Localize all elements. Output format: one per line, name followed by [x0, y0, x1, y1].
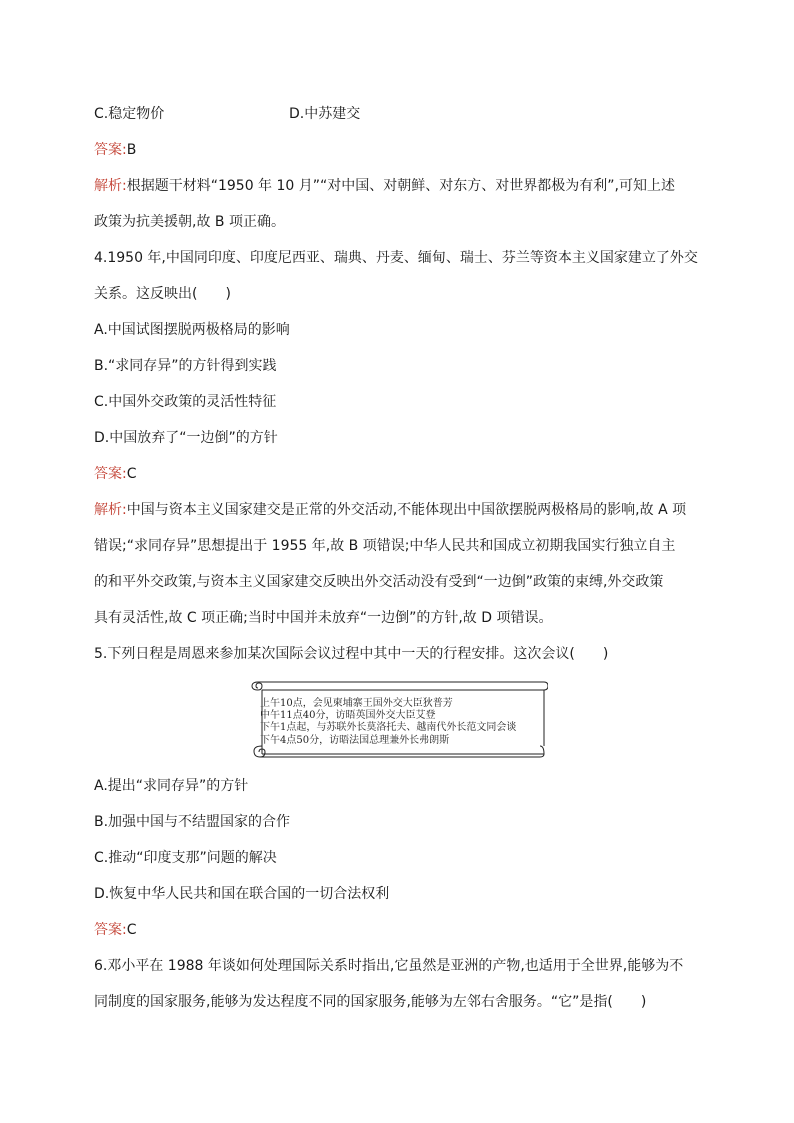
q4-analysis-line-1: 解析:中国与资本主义国家建交是正常的外交活动,不能体现出中国欲摆脱两极格局的影响,故 A 项 — [94, 502, 687, 518]
q3-option-c: C.稳定物价 — [94, 106, 165, 122]
q4-stem-line-1: 4.1950 年,中国同印度、印度尼西亚、瑞典、丹麦、缅甸、瑞士、芬兰等资本主义国家建立了外交 — [94, 250, 698, 266]
q3-option-d: D.中苏建交 — [289, 106, 361, 122]
schedule-item-4: 下午4点50分，访晤法国总理兼外长弗朗斯 — [260, 734, 450, 746]
q4-answer: 答案:C — [94, 466, 137, 482]
q5-option-c: C.推动“印度支那”问题的解决 — [94, 850, 277, 866]
schedule-item-3: 下午1点起，与苏联外长莫洛托夫、越南代外长范文同会谈 — [260, 722, 517, 734]
q4-option-a: A.中国试图摆脱两极格局的影响 — [94, 322, 290, 338]
schedule-text — [260, 698, 545, 747]
q5-option-b: B.加强中国与不结盟国家的合作 — [94, 814, 291, 830]
q5-stem: 5.下列日程是周恩来参加某次国际会议过程中其中一天的行程安排。这次会议( ) — [94, 646, 609, 662]
q5-option-a: A.提出“求同存异”的方针 — [94, 778, 249, 794]
q3-analysis-line-1: 解析:根据题干材料“1950 年 10 月”“对中国、对朝鲜、对东方、对世界都极为有利”,可知上述 — [94, 178, 675, 194]
q4-option-b: B.“求同存异”的方针得到实践 — [94, 358, 277, 374]
q6-stem-line-2: 同制度的国家服务,能够为发达程度不同的国家服务,能够为左邻右舍服务。“它”是指( ) — [94, 994, 647, 1010]
q6-stem-line-1: 6.邓小平在 1988 年谈如何处理国际关系时指出,它虽然是亚洲的产物,也适用于全世界,能够为不 — [94, 958, 684, 974]
schedule-scroll-figure — [250, 676, 548, 760]
schedule-item-1: 上午10点，会见柬埔寨王国外交大臣狄普芳 — [260, 698, 453, 709]
q4-stem-line-2: 关系。这反映出( ) — [94, 286, 231, 302]
q3-options-row — [94, 104, 361, 124]
q3-analysis-line-2: 政策为抗美援朝,故 B 项正确。 — [94, 214, 285, 230]
q3-answer: 答案:B — [94, 142, 137, 158]
q5-answer: 答案:C — [94, 922, 137, 938]
q4-analysis-line-3: 的和平外交政策,与资本主义国家建交反映出外交活动没有受到“一边倒”政策的束缚,外交政策 — [94, 574, 664, 590]
q4-analysis-line-4: 具有灵活性,故 C 项正确;当时中国并未放弃“一边倒”的方针,故 D 项错误。 — [94, 610, 553, 626]
schedule-item-2: 中午11点40分，访晤英国外交大臣艾登 — [260, 710, 436, 722]
q5-option-d: D.恢复中华人民共和国在联合国的一切合法权利 — [94, 886, 390, 902]
q4-option-d: D.中国放弃了“一边倒”的方针 — [94, 430, 278, 446]
q4-analysis-line-2: 错误;“求同存异”思想提出于 1955 年,故 B 项错误;中华人民共和国成立初期我国实行独立自主 — [94, 538, 676, 554]
q4-option-c: C.中国外交政策的灵活性特征 — [94, 394, 277, 410]
